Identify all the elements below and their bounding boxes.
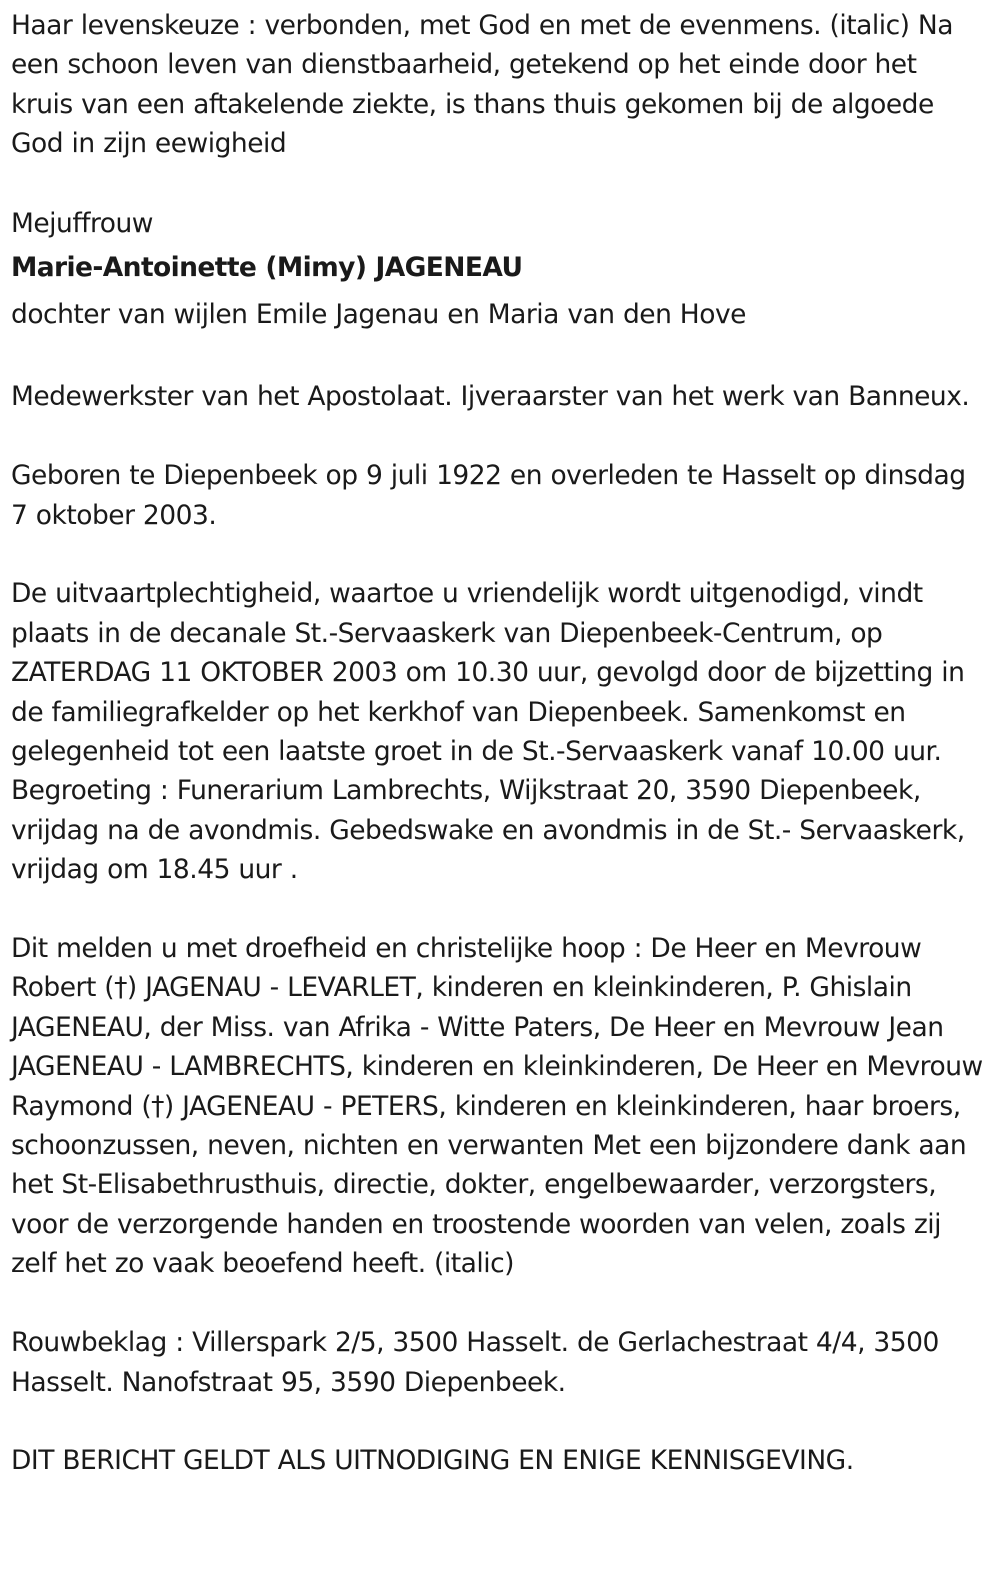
condolences-paragraph: Rouwbeklag : Villerspark 2/5, 3500 Hasselt. de Gerlachestraat 4/4, 3500 Hasselt. Nanofstraat 95, 3590 Diepenbeek. [11,1327,939,1398]
birth-death-paragraph: Geboren te Diepenbeek op 9 juli 1922 en overleden te Hasselt op dinsdag 7 oktober 2003. [11,460,966,531]
intro-paragraph: Haar levenskeuze : verbonden, met God en met de evenmens. (italic) Na een schoon leven van dienstbaarheid, getekend op het einde door het kruis van een aftakelende ziekte, is thans thuis gekomen bij de algoede God in zijn eewigheid [11,10,953,160]
salutation: Mejuffrouw [11,208,153,240]
announcement-paragraph: Dit melden u met droefheid en christelijke hoop : De Heer en Mevrouw Robert (†) JAGENAU - LEVARLET, kinderen en kleinkinderen, P. Ghislain JAGENEAU, der Miss. van Afrika - Witte Paters, De Heer en Mevrouw Jean JAGENEAU - LAMBRECHTS, kinderen en kleinkinderen, De Heer en Mevrouw Raymond (†) JAGENEAU - PETERS, kinderen en kleinkinderen, haar broers, schoonzussen, neven, nichten en verwanten Met een bijzondere dank aan het St-Elisabethrusthuis, directie, dokter, engelbewaarder, verzorgsters, voor de verzorgende handen en troostende woorden van velen, zoals zij zelf het zo vaak beoefend heeft. (italic) [11,933,983,1280]
parents-line: dochter van wijlen Emile Jagenau en Maria van den Hove [11,299,746,331]
closing-line: DIT BERICHT GELDT ALS UITNODIGING EN ENIGE KENNISGEVING. [11,1445,854,1477]
roles-paragraph: Medewerkster van het Apostolaat. Ijveraarster van het werk van Banneux. [11,381,970,413]
funeral-paragraph: De uitvaartplechtigheid, waartoe u vriendelijk wordt uitgenodigd, vindt plaats in de decanale St.-Servaaskerk van Diepenbeek-Centrum, op ZATERDAG 11 OKTOBER 2003 om 10.30 uur, gevolgd door de bijzetting in de familiegrafkelder op het kerkhof van Diepenbeek. Samenkomst en gelegenheid tot een laatste groet in de St.-Servaaskerk vanaf 10.00 uur. Begroeting : Funerarium Lambrechts, Wijkstraat 20, 3590 Diepenbeek, vrijdag na de avondmis. Gebedswake en avondmis in de St.- Servaaskerk, vrijdag om 18.45 uur . [11,578,965,886]
deceased-name: Marie-Antoinette (Mimy) JAGENEAU [11,252,523,284]
obituary-document [11,6,986,1481]
